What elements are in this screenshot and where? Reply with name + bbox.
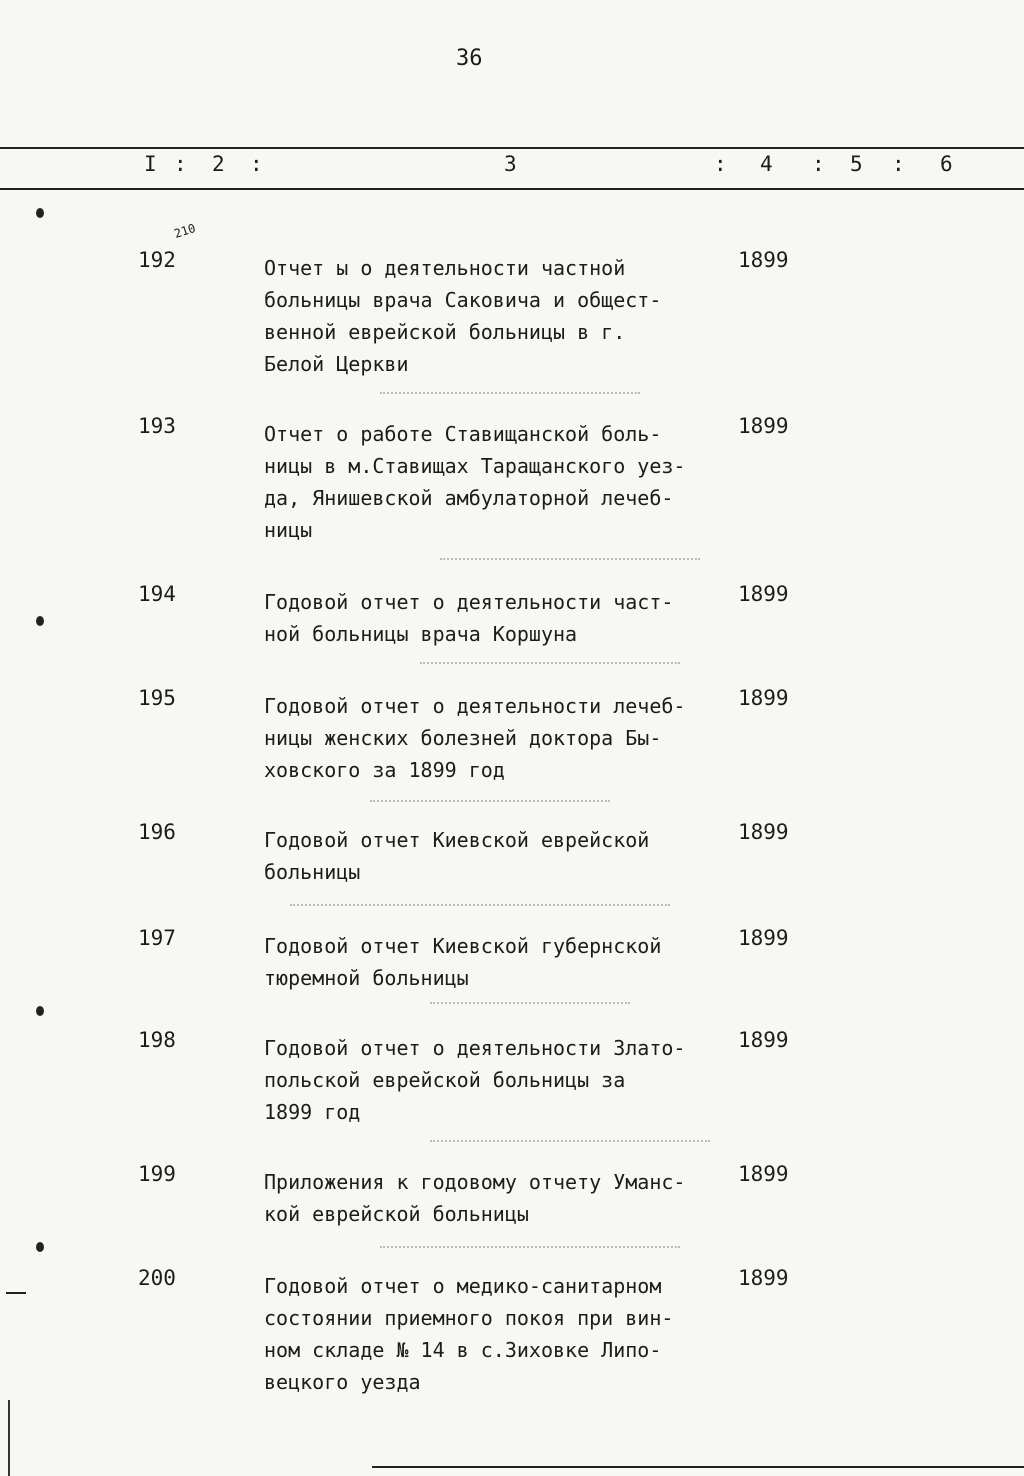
record-number: 200 <box>138 1266 176 1290</box>
record-title-line: Годовой отчет о деятельности лечеб- <box>264 694 686 718</box>
record-title-line: кой еврейской больницы <box>264 1202 529 1226</box>
record-number: 197 <box>138 926 176 950</box>
record-title-line: 1899 год <box>264 1100 361 1124</box>
column-separator: : <box>714 152 727 176</box>
record-number: 195 <box>138 686 176 710</box>
record-title-line: ницы женских болезней доктора Бы- <box>264 726 662 750</box>
record-title-line: ной больницы врача Коршуна <box>264 622 578 646</box>
record-title-line: ницы <box>264 518 313 542</box>
record-title <box>264 690 734 786</box>
record-year: 1899 <box>738 248 789 272</box>
record-title-line: Годовой отчет о деятельности част- <box>264 590 674 614</box>
footer-rule <box>372 1466 1024 1468</box>
binder-hole <box>36 1242 44 1252</box>
column-separator: : <box>812 152 825 176</box>
record-number: 193 <box>138 414 176 438</box>
record-title-line: Отчет о работе Ставищанской боль- <box>264 422 662 446</box>
dotted-separator <box>370 800 610 802</box>
record-title-line: ховского за 1899 год <box>264 758 505 782</box>
record-number: 194 <box>138 582 176 606</box>
dotted-separator <box>420 662 680 664</box>
record-title-line: Белой Церкви <box>264 352 409 376</box>
dotted-separator <box>430 1140 710 1142</box>
record-title-line: Отчет ы о деятельности частной <box>264 256 626 280</box>
record-title <box>264 586 734 650</box>
record-title-line: состоянии приемного покоя при вин- <box>264 1306 674 1330</box>
record-title <box>264 1270 734 1398</box>
record-title-line: Приложения к годовому отчету Уманс- <box>264 1170 686 1194</box>
column-header-4: 4 <box>760 152 773 176</box>
page-number: 36 <box>456 46 483 71</box>
record-number: 196 <box>138 820 176 844</box>
record-year: 1899 <box>738 1028 789 1052</box>
record-title <box>264 824 734 888</box>
column-header-6: 6 <box>940 152 953 176</box>
dotted-separator <box>380 392 640 394</box>
dotted-separator <box>440 558 700 560</box>
margin-mark <box>6 1292 26 1294</box>
record-year: 1899 <box>738 926 789 950</box>
record-title <box>264 1032 734 1128</box>
header-bottom-rule <box>0 188 1024 190</box>
margin-line <box>8 1400 10 1476</box>
column-header-2: 2 <box>212 152 225 176</box>
margin-annotation: 210 <box>172 220 198 242</box>
record-title-line: Годовой отчет Киевской еврейской <box>264 828 650 852</box>
record-title-line: Годовой отчет Киевской губернской <box>264 934 662 958</box>
record-year: 1899 <box>738 686 789 710</box>
dotted-separator <box>430 1002 630 1004</box>
column-separator: : <box>250 152 263 176</box>
record-year: 1899 <box>738 820 789 844</box>
binder-hole <box>36 616 44 626</box>
record-title <box>264 418 734 546</box>
record-title <box>264 252 734 380</box>
record-title-line: больницы врача Саковича и общест- <box>264 288 662 312</box>
record-title-line: Годовой отчет о медико-санитарном <box>264 1274 662 1298</box>
record-title-line: больницы <box>264 860 361 884</box>
record-year: 1899 <box>738 414 789 438</box>
record-title-line: да, Янишевской амбулаторной лечеб- <box>264 486 674 510</box>
record-year: 1899 <box>738 1162 789 1186</box>
record-number: 198 <box>138 1028 176 1052</box>
record-year: 1899 <box>738 1266 789 1290</box>
dotted-separator <box>380 1246 680 1248</box>
record-title-line: польской еврейской больницы за <box>264 1068 626 1092</box>
record-title-line: Годовой отчет о деятельности Злато- <box>264 1036 686 1060</box>
record-number: 192 <box>138 248 176 272</box>
column-header-5: 5 <box>850 152 863 176</box>
column-separator: : <box>892 152 905 176</box>
binder-hole <box>36 1006 44 1016</box>
record-year: 1899 <box>738 582 789 606</box>
column-separator: : <box>174 152 187 176</box>
dotted-separator <box>290 904 670 906</box>
header-top-rule <box>0 147 1024 149</box>
record-title-line: венной еврейской больницы в г. <box>264 320 626 344</box>
record-title-line: ницы в м.Ставищах Таращанского уез- <box>264 454 686 478</box>
column-header-3: 3 <box>504 152 517 176</box>
record-title-line: вецкого уезда <box>264 1370 421 1394</box>
record-number: 199 <box>138 1162 176 1186</box>
record-title <box>264 930 734 994</box>
record-title <box>264 1166 734 1230</box>
binder-hole <box>36 208 44 218</box>
column-header-1: I <box>144 152 157 176</box>
record-title-line: ном складе № 14 в с.Зиховке Липо- <box>264 1338 662 1362</box>
record-title-line: тюремной больницы <box>264 966 469 990</box>
